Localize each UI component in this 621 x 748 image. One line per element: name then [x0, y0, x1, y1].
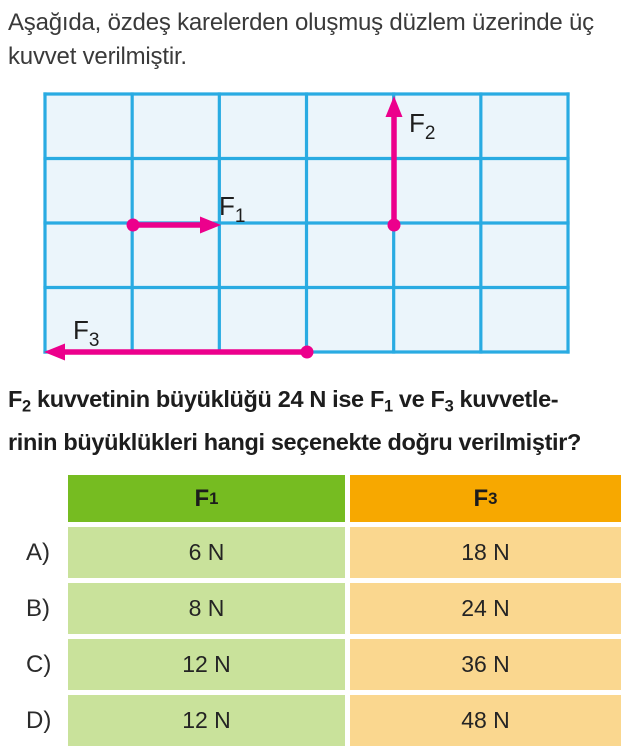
intro-line: Aşağıda, özdeş karelerden oluşmuş düzlem üzerinde üç — [8, 9, 594, 36]
question-line: rinin büyüklükleri hangi seçenekte doğru verilmiştir? — [8, 428, 582, 455]
table-header-f3: F 3 — [350, 475, 621, 522]
option-d-f1-value[interactable]: 12 N — [68, 695, 345, 746]
table-header-f1: F 1 — [68, 475, 345, 522]
question-text — [8, 382, 620, 460]
option-letter-b[interactable]: B) — [0, 583, 63, 634]
force-diagram — [0, 88, 621, 366]
option-a-f3-value[interactable]: 18 N — [350, 527, 621, 578]
application-point-dot — [127, 219, 140, 232]
option-a-f1-value[interactable]: 6 N — [68, 527, 345, 578]
option-letter-a[interactable]: A) — [0, 527, 63, 578]
application-point-dot — [388, 219, 401, 232]
option-c-f3-value[interactable]: 36 N — [350, 639, 621, 690]
force-label: $F_1$ — [219, 191, 246, 227]
question-line: $F_2$ kuvvetinin büyüklüğü 24 N ise $F_1$ ve $F_3$ kuvvetle- — [8, 386, 559, 416]
option-letter-c[interactable]: C) — [0, 639, 63, 690]
option-d-f3-value[interactable]: 48 N — [350, 695, 621, 746]
option-letter-d[interactable]: D) — [0, 695, 63, 746]
option-c-f1-value[interactable]: 12 N — [68, 639, 345, 690]
option-b-f3-value[interactable]: 24 N — [350, 583, 621, 634]
force-label: $F_2$ — [409, 108, 436, 144]
application-point-dot — [301, 346, 314, 359]
intro-line: kuvvet verilmiştir. — [8, 43, 187, 70]
answer-table — [0, 475, 621, 746]
intro-text — [8, 6, 618, 74]
header-spacer — [0, 475, 63, 522]
force-label: $F_3$ — [73, 315, 100, 351]
force-diagram-svg — [0, 88, 621, 366]
option-b-f1-value[interactable]: 8 N — [68, 583, 345, 634]
